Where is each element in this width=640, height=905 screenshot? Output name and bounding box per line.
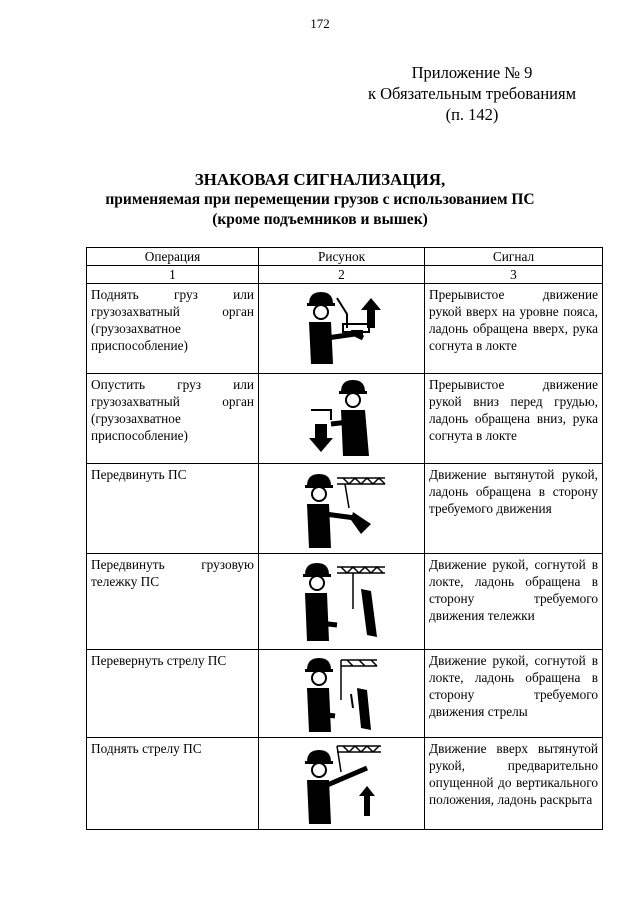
column-number: 2 bbox=[259, 266, 425, 284]
signal-cell: Движение рукой, согнутой в локте, ладонь обращена в сторону требуемого движения тележки bbox=[425, 554, 603, 650]
table-row bbox=[87, 650, 603, 738]
title-line-1: ЗНАКОВАЯ СИГНАЛИЗАЦИЯ, bbox=[194, 170, 446, 189]
worker-lower-load-icon bbox=[297, 378, 387, 460]
document-title bbox=[0, 170, 640, 230]
annex-reference bbox=[352, 62, 592, 125]
annex-line-3: (п. 142) bbox=[445, 105, 499, 124]
signal-cell: Прерывистое движение рукой вниз перед грудью, ладонь обращена вниз, рука согнута в локте bbox=[425, 374, 603, 464]
figure-cell bbox=[259, 284, 425, 374]
operation-cell: Поднять стрелу ПС bbox=[87, 738, 259, 830]
figure-cell bbox=[259, 464, 425, 554]
title-line-2: применяемая при перемещении грузов с использованием ПС bbox=[105, 191, 535, 208]
worker-turn-boom-icon bbox=[297, 654, 387, 734]
worker-raise-load-icon bbox=[297, 288, 387, 370]
operation-cell: Передвинуть грузовую тележку ПС bbox=[87, 554, 259, 650]
table-row bbox=[87, 464, 603, 554]
annex-line-2: к Обязательным требованиям bbox=[367, 84, 577, 103]
operation-cell: Поднять груз или грузозахватный орган (грузозахватное приспособление) bbox=[87, 284, 259, 374]
table-row bbox=[87, 554, 603, 650]
operation-cell: Опустить груз или грузозахватный орган (грузозахватное приспособление) bbox=[87, 374, 259, 464]
figure-cell bbox=[259, 554, 425, 650]
signals-table bbox=[86, 247, 603, 830]
table-row bbox=[87, 374, 603, 464]
table-row bbox=[87, 738, 603, 830]
header-operation: Операция bbox=[87, 248, 259, 266]
worker-raise-boom-icon bbox=[297, 742, 387, 826]
page-number: 172 bbox=[310, 16, 330, 31]
column-number: 3 bbox=[425, 266, 603, 284]
annex-line-1: Приложение № 9 bbox=[411, 63, 533, 82]
table-header-row bbox=[87, 248, 603, 266]
figure-cell bbox=[259, 650, 425, 738]
signal-cell: Движение рукой, согнутой в локте, ладонь обращена в сторону требуемого движения стрелы bbox=[425, 650, 603, 738]
header-signal: Сигнал bbox=[425, 248, 603, 266]
column-number: 1 bbox=[87, 266, 259, 284]
worker-move-crane-icon bbox=[297, 468, 387, 550]
header-figure: Рисунок bbox=[259, 248, 425, 266]
table-row bbox=[87, 284, 603, 374]
worker-move-trolley-icon bbox=[297, 559, 387, 645]
figure-cell bbox=[259, 374, 425, 464]
operation-cell: Передвинуть ПС bbox=[87, 464, 259, 554]
column-number-row bbox=[87, 266, 603, 284]
title-line-3: (кроме подъемников и вышек) bbox=[212, 211, 428, 228]
operation-cell: Перевернуть стрелу ПС bbox=[87, 650, 259, 738]
signal-cell: Прерывистое движение рукой вверх на уровне пояса, ладонь обращена вверх, рука согнута в локте bbox=[425, 284, 603, 374]
signal-cell: Движение вытянутой рукой, ладонь обращена в сторону требуемого движения bbox=[425, 464, 603, 554]
signal-cell: Движение вверх вытянутой рукой, предварительно опущенной до вертикального положения, ладонь раскрыта bbox=[425, 738, 603, 830]
figure-cell bbox=[259, 738, 425, 830]
